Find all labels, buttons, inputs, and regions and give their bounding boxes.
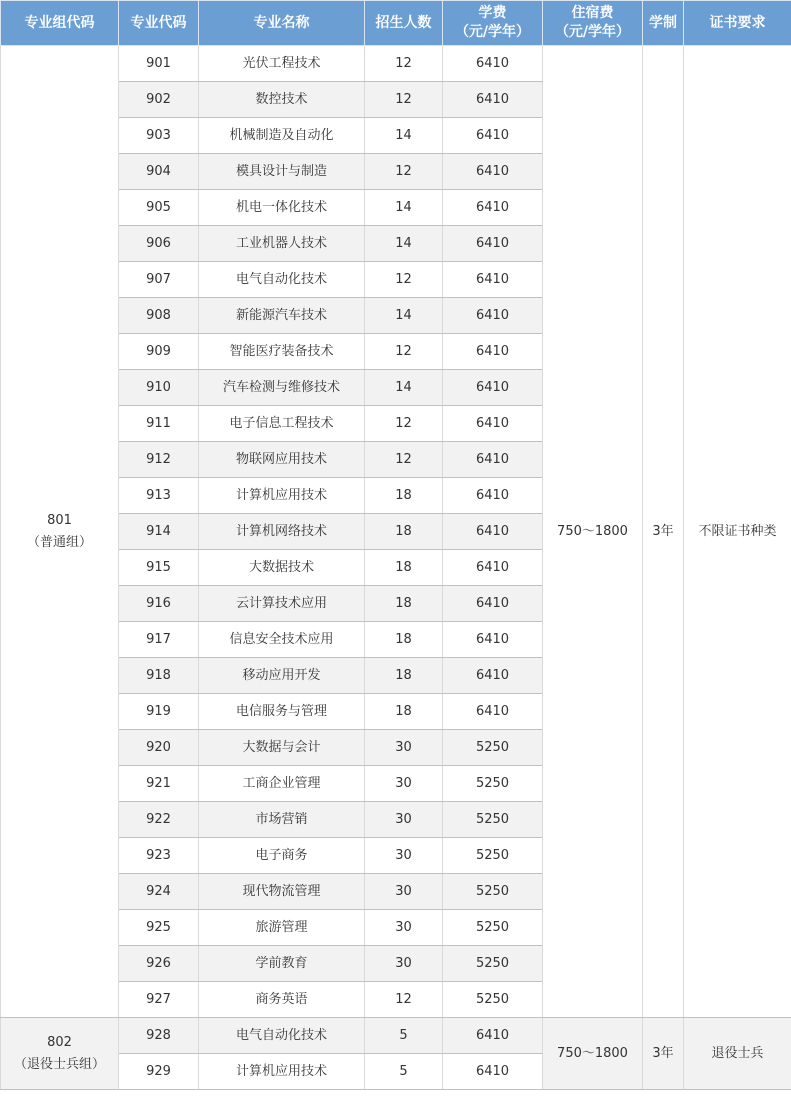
major-code-cell: 927 [119, 982, 199, 1018]
group-code: 802 [47, 1034, 72, 1050]
enrollment-cell: 30 [365, 838, 443, 874]
tuition-cell: 5250 [443, 910, 543, 946]
major-name-cell: 工商企业管理 [199, 766, 365, 802]
header-dorm-fee [543, 1, 643, 46]
enrollment-cell: 12 [365, 262, 443, 298]
enrollment-cell: 5 [365, 1054, 443, 1090]
major-code-cell: 915 [119, 550, 199, 586]
major-code-cell: 911 [119, 406, 199, 442]
enrollment-cell: 18 [365, 658, 443, 694]
tuition-cell: 6410 [443, 622, 543, 658]
enrollment-cell: 18 [365, 622, 443, 658]
group-code-cell [1, 46, 119, 1018]
major-code-cell: 904 [119, 154, 199, 190]
major-code-cell: 923 [119, 838, 199, 874]
tuition-cell: 6410 [443, 226, 543, 262]
tuition-cell: 5250 [443, 730, 543, 766]
major-name-cell: 市场营销 [199, 802, 365, 838]
major-code-cell: 903 [119, 118, 199, 154]
tuition-cell: 6410 [443, 694, 543, 730]
dorm-fee-cell: 750～1800 [543, 1018, 643, 1090]
major-code-cell: 901 [119, 46, 199, 82]
tuition-cell: 6410 [443, 82, 543, 118]
duration-cell: 3年 [643, 46, 684, 1018]
enrollment-cell: 14 [365, 190, 443, 226]
table-header [1, 1, 791, 46]
enrollment-cell: 18 [365, 550, 443, 586]
tuition-cell: 6410 [443, 370, 543, 406]
major-name-cell: 计算机应用技术 [199, 478, 365, 514]
enrollment-cell: 30 [365, 946, 443, 982]
dorm-fee-cell: 750～1800 [543, 46, 643, 1018]
major-code-cell: 910 [119, 370, 199, 406]
major-code-cell: 908 [119, 298, 199, 334]
major-code-cell: 921 [119, 766, 199, 802]
enrollment-cell: 18 [365, 586, 443, 622]
major-name-cell: 信息安全技术应用 [199, 622, 365, 658]
certificate-cell: 不限证书种类 [684, 46, 791, 1018]
major-code-cell: 926 [119, 946, 199, 982]
major-name-cell: 机械制造及自动化 [199, 118, 365, 154]
header-major-name: 专业名称 [199, 1, 365, 46]
header-group-code: 专业组代码 [1, 1, 119, 46]
group-code: 801 [47, 512, 72, 528]
major-code-cell: 902 [119, 82, 199, 118]
enrollment-cell: 14 [365, 226, 443, 262]
enrollment-cell: 18 [365, 478, 443, 514]
tuition-cell: 6410 [443, 658, 543, 694]
major-code-cell: 918 [119, 658, 199, 694]
header-tuition [443, 1, 543, 46]
major-name-cell: 移动应用开发 [199, 658, 365, 694]
tuition-cell: 6410 [443, 154, 543, 190]
major-name-cell: 大数据技术 [199, 550, 365, 586]
major-name-cell: 云计算技术应用 [199, 586, 365, 622]
header-major-code: 专业代码 [119, 1, 199, 46]
major-name-cell: 工业机器人技术 [199, 226, 365, 262]
major-code-cell: 913 [119, 478, 199, 514]
table-row [1, 46, 791, 82]
major-code-cell: 917 [119, 622, 199, 658]
tuition-cell: 6410 [443, 1018, 543, 1054]
major-code-cell: 929 [119, 1054, 199, 1090]
enrollment-cell: 12 [365, 442, 443, 478]
tuition-cell: 6410 [443, 334, 543, 370]
table-row [1, 1018, 791, 1054]
major-name-cell: 大数据与会计 [199, 730, 365, 766]
tuition-cell: 6410 [443, 262, 543, 298]
group-name: （退役士兵组） [13, 1056, 105, 1072]
tuition-cell: 6410 [443, 478, 543, 514]
enrollment-cell: 30 [365, 802, 443, 838]
major-name-cell: 计算机应用技术 [199, 1054, 365, 1090]
major-code-cell: 922 [119, 802, 199, 838]
enrollment-cell: 12 [365, 154, 443, 190]
major-code-cell: 912 [119, 442, 199, 478]
tuition-cell: 5250 [443, 946, 543, 982]
enrollment-cell: 12 [365, 982, 443, 1018]
major-code-cell: 905 [119, 190, 199, 226]
tuition-cell: 6410 [443, 406, 543, 442]
major-code-cell: 925 [119, 910, 199, 946]
certificate-cell: 退役士兵 [684, 1018, 791, 1090]
tuition-cell: 6410 [443, 550, 543, 586]
major-name-cell: 模具设计与制造 [199, 154, 365, 190]
major-name-cell: 学前教育 [199, 946, 365, 982]
tuition-cell: 5250 [443, 766, 543, 802]
group-name: （普通组） [26, 534, 92, 550]
major-name-cell: 光伏工程技术 [199, 46, 365, 82]
enrollment-cell: 12 [365, 46, 443, 82]
tuition-cell: 6410 [443, 46, 543, 82]
tuition-cell: 6410 [443, 1054, 543, 1090]
major-name-cell: 机电一体化技术 [199, 190, 365, 226]
enrollment-cell: 30 [365, 910, 443, 946]
major-code-cell: 909 [119, 334, 199, 370]
group-code-cell [1, 1018, 119, 1090]
header-certificate: 证书要求 [684, 1, 791, 46]
enrollment-cell: 30 [365, 730, 443, 766]
enrollment-cell: 12 [365, 334, 443, 370]
major-name-cell: 物联网应用技术 [199, 442, 365, 478]
major-code-cell: 928 [119, 1018, 199, 1054]
enrollment-cell: 18 [365, 694, 443, 730]
major-name-cell: 电气自动化技术 [199, 1018, 365, 1054]
header-row [1, 1, 791, 46]
enrollment-cell: 30 [365, 766, 443, 802]
major-name-cell: 数控技术 [199, 82, 365, 118]
major-code-cell: 924 [119, 874, 199, 910]
tuition-cell: 6410 [443, 586, 543, 622]
major-name-cell: 旅游管理 [199, 910, 365, 946]
enrollment-cell: 14 [365, 370, 443, 406]
major-name-cell: 电子商务 [199, 838, 365, 874]
table-body [1, 46, 791, 1090]
tuition-cell: 6410 [443, 190, 543, 226]
major-code-cell: 920 [119, 730, 199, 766]
major-name-cell: 新能源汽车技术 [199, 298, 365, 334]
header-dorm-line1: 住宿费 [571, 5, 614, 21]
enrollment-cell: 12 [365, 82, 443, 118]
major-name-cell: 现代物流管理 [199, 874, 365, 910]
tuition-cell: 5250 [443, 982, 543, 1018]
major-code-cell: 914 [119, 514, 199, 550]
enrollment-cell: 5 [365, 1018, 443, 1054]
major-code-cell: 919 [119, 694, 199, 730]
header-enrollment: 招生人数 [365, 1, 443, 46]
major-name-cell: 智能医疗装备技术 [199, 334, 365, 370]
enrollment-cell: 30 [365, 874, 443, 910]
major-name-cell: 电子信息工程技术 [199, 406, 365, 442]
major-name-cell: 汽车检测与维修技术 [199, 370, 365, 406]
major-name-cell: 电信服务与管理 [199, 694, 365, 730]
major-name-cell: 计算机网络技术 [199, 514, 365, 550]
major-name-cell: 电气自动化技术 [199, 262, 365, 298]
tuition-cell: 6410 [443, 118, 543, 154]
header-tuition-line2: （元/学年） [454, 24, 531, 40]
major-code-cell: 916 [119, 586, 199, 622]
major-code-cell: 907 [119, 262, 199, 298]
enrollment-cell: 14 [365, 298, 443, 334]
header-duration: 学制 [643, 1, 684, 46]
enrollment-cell: 12 [365, 406, 443, 442]
tuition-cell: 6410 [443, 514, 543, 550]
enrollment-cell: 18 [365, 514, 443, 550]
major-code-cell: 906 [119, 226, 199, 262]
tuition-cell: 6410 [443, 298, 543, 334]
tuition-cell: 5250 [443, 874, 543, 910]
enrollment-cell: 14 [365, 118, 443, 154]
header-dorm-line2: （元/学年） [554, 24, 631, 40]
header-tuition-line1: 学费 [478, 5, 507, 21]
tuition-cell: 6410 [443, 442, 543, 478]
tuition-cell: 5250 [443, 802, 543, 838]
tuition-cell: 5250 [443, 838, 543, 874]
major-name-cell: 商务英语 [199, 982, 365, 1018]
duration-cell: 3年 [643, 1018, 684, 1090]
